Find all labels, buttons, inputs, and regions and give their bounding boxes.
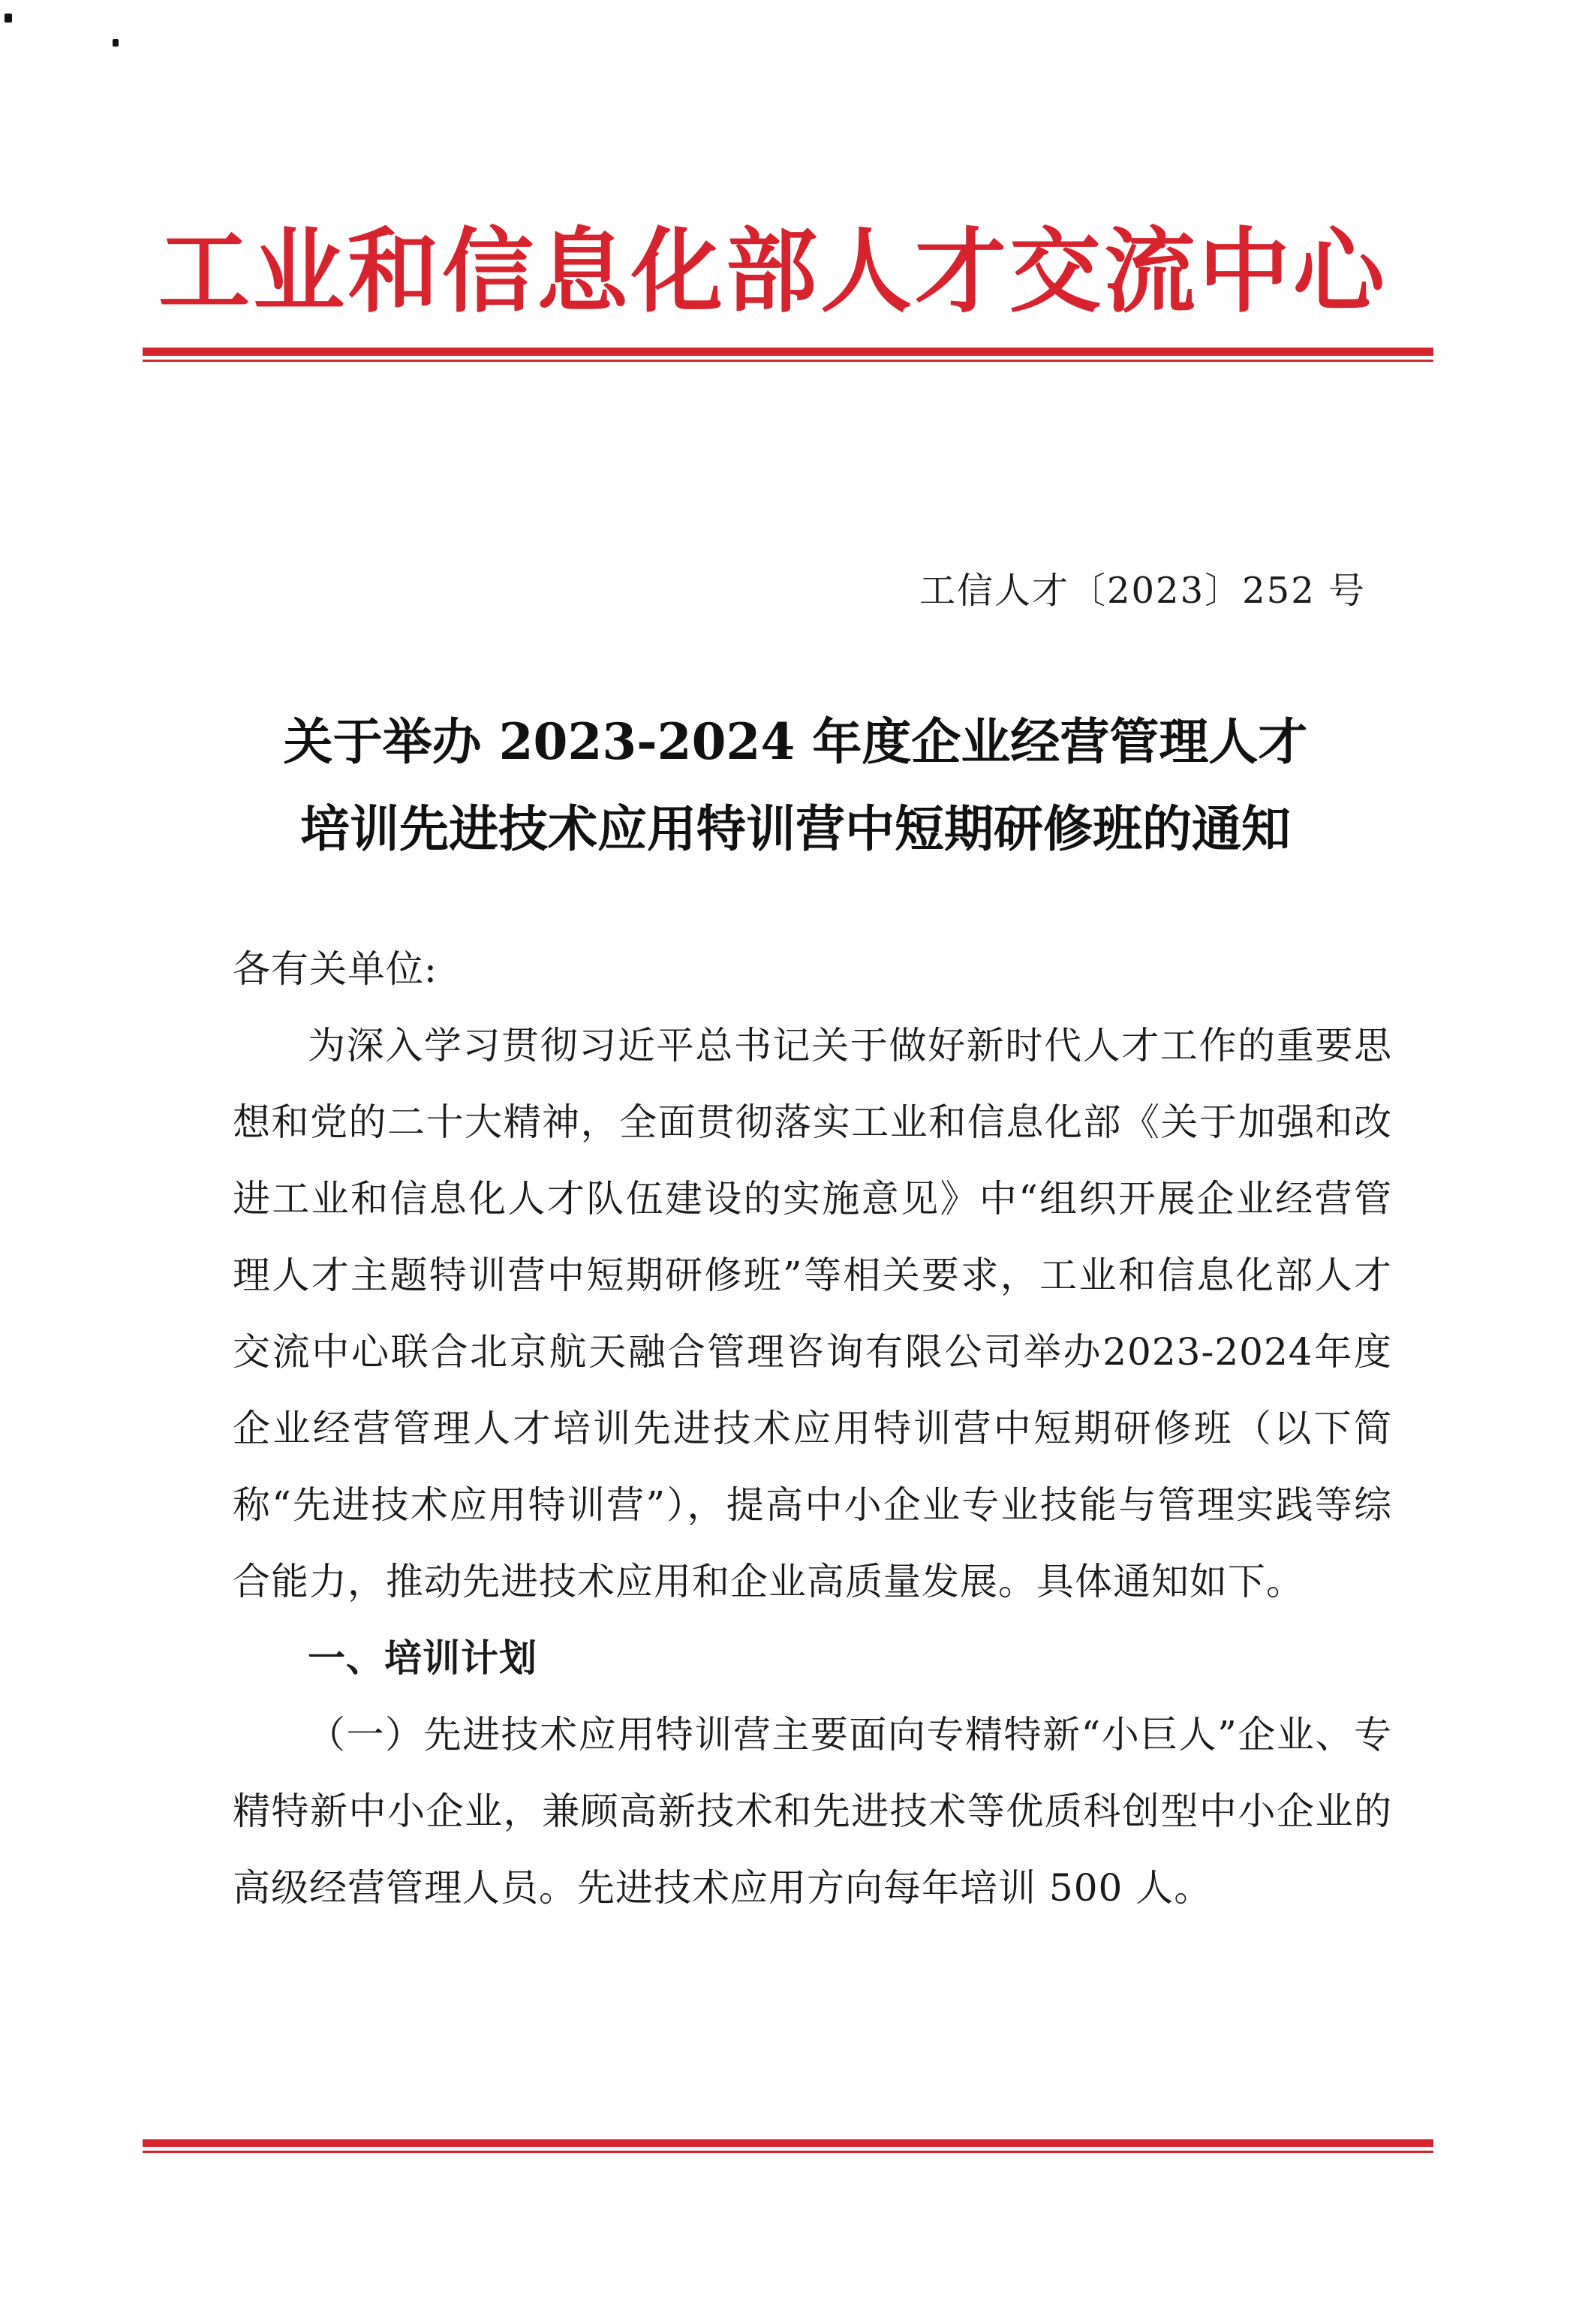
rule-thin-line bbox=[143, 2151, 1433, 2153]
scan-speck bbox=[113, 39, 119, 47]
rule-thin-line bbox=[143, 360, 1433, 362]
salutation: 各有关单位: bbox=[233, 947, 438, 991]
section-heading-1: 一、培训计划 bbox=[308, 1636, 537, 1680]
body-paragraph-2: （一）先进技术应用特训营主要面向专精特新“小巨人”企业、专精特新中小企业，兼顾高新技术和先进技术等优质科创型中小企业的高级经营管理人员。先进技术应用方向每年培训 500 人。 bbox=[233, 1713, 1392, 1910]
scan-speck bbox=[5, 14, 12, 23]
document-title-line-2: 培训先进技术应用特训营中短期研修班的通知 bbox=[300, 799, 1291, 858]
document-body bbox=[233, 931, 1392, 1926]
letterhead-red-rule bbox=[143, 348, 1433, 362]
document-title-line-1: 关于举办 2023-2024 年度企业经营管理人才 bbox=[283, 712, 1308, 771]
footer-red-rule bbox=[143, 2139, 1433, 2153]
document-number: 工信人才〔2023〕252 号 bbox=[919, 570, 1366, 612]
rule-thick-line bbox=[143, 2139, 1433, 2147]
document-title bbox=[180, 698, 1411, 872]
letterhead-org-name: 工业和信息化部人才交流中心 bbox=[158, 217, 1388, 325]
rule-thick-line bbox=[143, 348, 1433, 356]
body-paragraph-1: 为深入学习贯彻习近平总书记关于做好新时代人才工作的重要思想和党的二十大精神，全面贯彻落实工业和信息化部《关于加强和改进工业和信息化人才队伍建设的实施意见》中“组织开展企业经营管理人才主题特训营中短期研修班”等相关要求，工业和信息化部人才交流中心联合北京航天融合管理咨询有限公司举办2023-2024年度企业经营管理人才培训先进技术应用特训营中短期研修班（以下简称“先进技术应用特训营”），提高中小企业专业技能与管理实践等综合能力，推动先进技术应用和企业高质量发展。具体通知如下。 bbox=[233, 1024, 1392, 1603]
